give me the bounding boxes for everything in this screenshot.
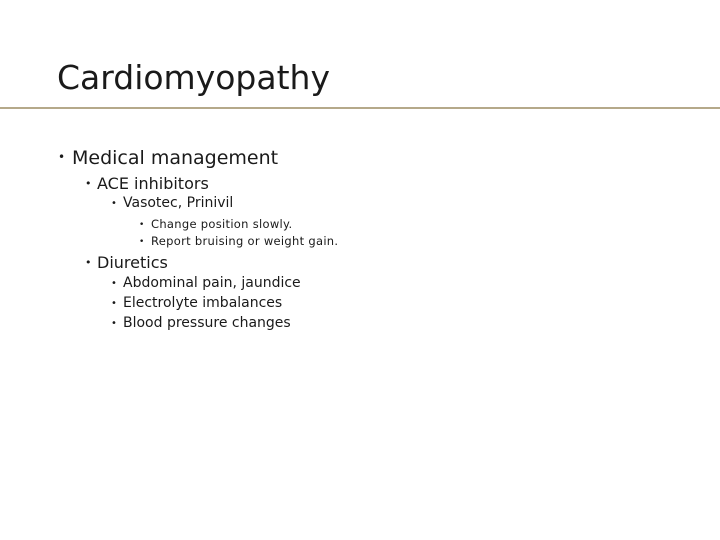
bullet-text: ACE inhibitors — [97, 174, 209, 193]
bullet-item-change-position — [139, 217, 292, 232]
bullet-text: Abdominal pain, jaundice — [123, 275, 301, 291]
bullet-dot-icon: • — [111, 198, 117, 209]
slide-title: Cardiomyopathy — [57, 58, 330, 97]
bullet-dot-icon: • — [85, 177, 92, 190]
bullet-item-electrolyte-imbalances — [111, 295, 282, 312]
title-divider — [0, 107, 720, 109]
bullet-item-ace-inhibitors — [85, 174, 209, 193]
bullet-text: Diuretics — [97, 253, 168, 272]
bullet-dot-icon: • — [111, 318, 117, 329]
bullet-text: Medical management — [72, 147, 279, 169]
bullet-item-blood-pressure-changes — [111, 315, 291, 332]
bullet-text: Electrolyte imbalances — [123, 295, 283, 311]
bullet-text: Change position slowly. — [151, 217, 293, 231]
bullet-item-vasotec-prinivil — [111, 195, 233, 212]
bullet-dot-icon: • — [111, 298, 117, 309]
bullet-item-report-bruising — [139, 234, 338, 249]
bullet-text: Report bruising or weight gain. — [151, 234, 339, 248]
bullet-text: Vasotec, Prinivil — [123, 195, 234, 211]
bullet-item-abdominal-pain — [111, 275, 301, 292]
bullet-text: Blood pressure changes — [123, 315, 291, 331]
bullet-dot-icon: • — [85, 256, 92, 269]
bullet-dot-icon: • — [58, 150, 66, 164]
bullet-dot-icon: • — [111, 278, 117, 289]
bullet-dot-icon: • — [139, 220, 145, 230]
bullet-item-diuretics — [85, 253, 168, 272]
bullet-item-medical-management — [58, 146, 278, 169]
bullet-dot-icon: • — [139, 237, 145, 247]
